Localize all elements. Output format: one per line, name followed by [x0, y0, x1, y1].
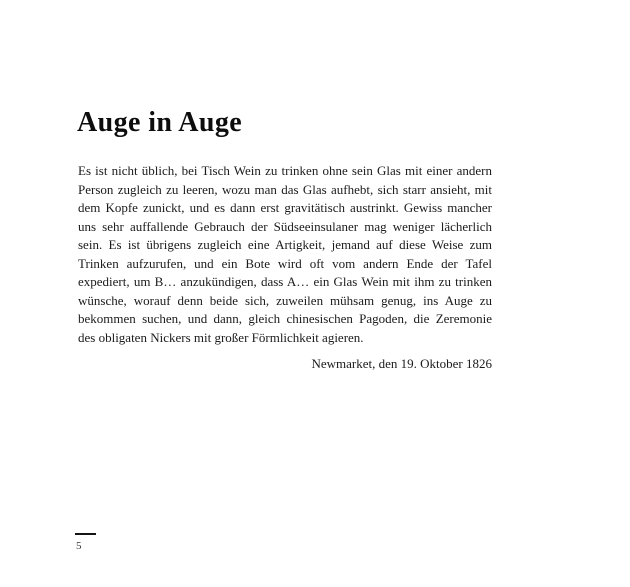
body-text-line: Es ist nicht üblich, bei Tisch Wein zu trinken ohne sein Glas mit einer andern: [78, 163, 492, 178]
body-text-line: expediert, um B… anzukündigen, dass A… ein Glas Wein mit ihm zu trinken: [78, 274, 492, 289]
body-text-line: dem Kopfe zunickt, und es dann erst gravitätisch austrinkt. Gewiss mancher: [78, 200, 492, 215]
page-number: 5: [76, 540, 82, 552]
page-title: Auge in Auge: [77, 106, 243, 138]
body-text-line: Trinken aufzurufen, und ein Bote wird oft vom andern Ende der Tafel: [78, 255, 492, 271]
body-text-line: sein. Es ist übrigens zugleich eine Artigkeit, jemand auf diese Weise zum: [78, 237, 492, 252]
body-paragraph: [78, 162, 492, 347]
body-text-line: des obligaten Nickers mit großer Förmlichkeit agieren.: [78, 329, 364, 345]
dateline: Newmarket, den 19. Oktober 1826: [311, 356, 492, 371]
body-text-line: Person zugleich zu leeren, wozu man das Glas aufhebt, sich starr ansieht, mit: [78, 181, 492, 197]
body-text-line: bekommen suchen, und dann, gleich chinesischen Pagoden, die Zeremonie: [78, 311, 492, 326]
body-text-line: wünsche, worauf denn beide sich, zuweilen mühsam genug, ins Auge zu: [78, 292, 492, 308]
body-text-line: uns sehr auffallende Gebrauch der Südseeinsulaner mag weniger lächerlich: [78, 218, 492, 234]
footer-rule-divider: [75, 533, 96, 535]
